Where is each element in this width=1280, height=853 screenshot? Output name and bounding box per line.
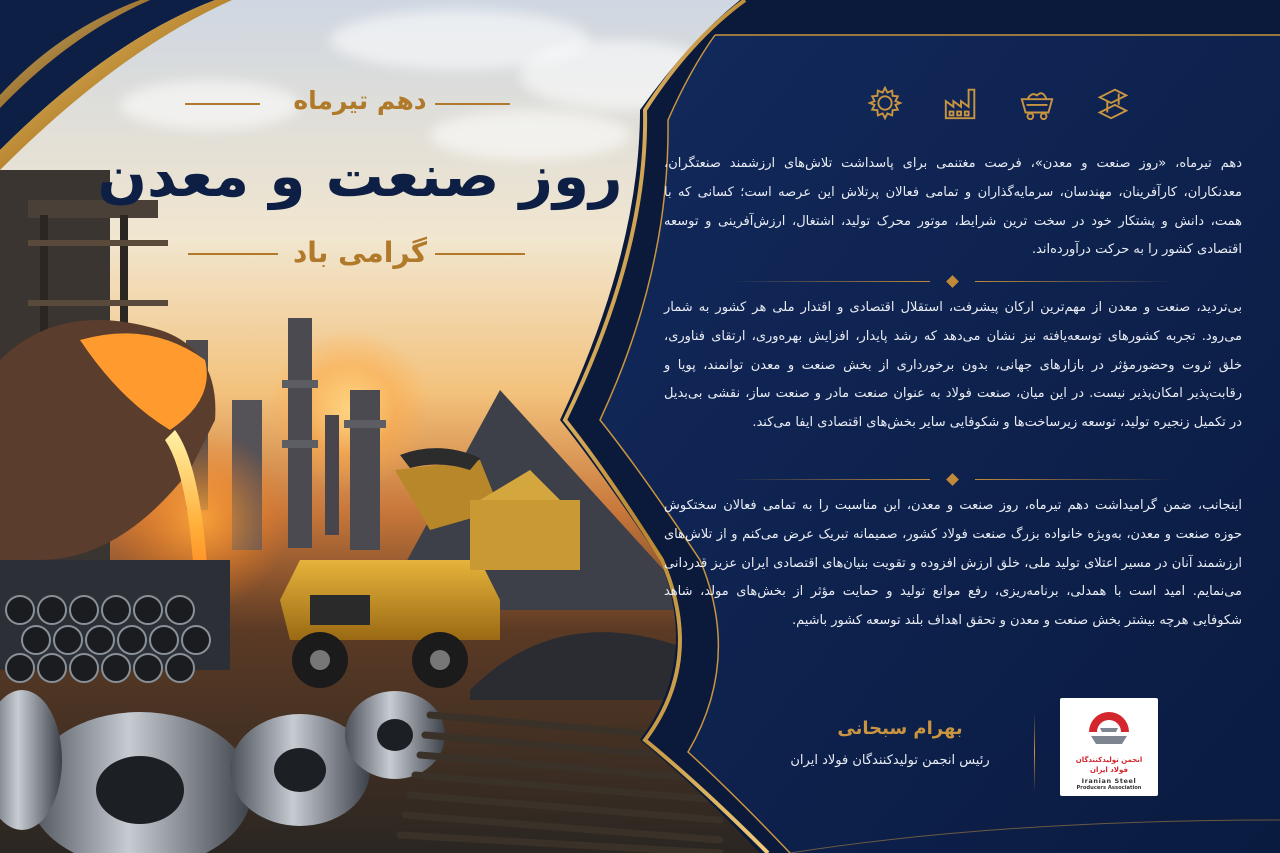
divider [730, 474, 1175, 486]
logo-text-en-1: Iranian Steel [1081, 777, 1137, 785]
steel-beam-icon [1094, 84, 1132, 122]
signature-block [760, 718, 1020, 768]
logo-text-fa-2: فولاد ایران [1090, 766, 1128, 774]
logo-text-fa-1: انجمن تولیدکنندگان [1075, 756, 1143, 764]
icon-row [860, 84, 1140, 124]
association-logo [1060, 698, 1158, 796]
signer-title: رئیس انجمن تولیدکنندگان فولاد ایران [790, 753, 990, 768]
divider [730, 276, 1175, 288]
paragraph-congratulation: اینجانب، ضمن گرامیداشت دهم تیرماه، روز صنعت و معدن، این مناسبت را به تمامی فعالان سختکوش حوزه صنعت و معدن، به‌ویژه خانواده بزرگ صنعت فولاد کشور، صمیمانه تبریک عرض می‌کنم و از تلاش‌های ارزشمند آنان در مسیر اعتلای تولید ملی، خلق ارزش افزوده و تقویت بنیان‌های اقتصادی ایران عزیز قدردانی می‌نمایم. امید است با همدلی، برنامه‌ریزی، رفع موانع تولید و حمایت مؤثر از بخش‌های مولد، شاهد شکوفایی هرچه بیشتر بخش صنعت و معدن و تحقق اهداف بلند توسعه کشور باشیم. [664, 498, 1242, 629]
signature-separator [1034, 712, 1035, 792]
greeting-heading: گرامی باد [292, 236, 428, 269]
mine-cart-icon [1018, 84, 1056, 122]
factory-icon [942, 84, 980, 122]
gear-icon [866, 84, 904, 122]
date-heading: دهم تیرماه [293, 86, 427, 115]
paragraph-intro: دهم تیرماه، «روز صنعت و معدن»، فرصت مغتنمی برای پاسداشت تلاش‌های ارزشمند صنعتگران، معدنکاران، کارآفرینان، مهندسان، سرمایه‌گذاران و تمامی فعالان پرتلاش این عرصه است؛ کسانی که با همت، دانش و پشتکار خود در سخت ترین شرایط، موتور محرک تولید، اشتغال، ارزش‌آفرینی و توسعه اقتصادی کشور را به حرکت درآورده‌اند. [664, 156, 1242, 258]
paragraph-importance: بی‌تردید، صنعت و معدن از مهم‌ترین ارکان پیشرفت، استقلال اقتصادی و اقتدار ملی هر کشور به شمار می‌رود. تجربه کشورهای توسعه‌یافته نیز نشان می‌دهد که رشد پایدار، افزایش بهره‌وری، ارتقای فناوری، خلق ثروت وحضورمؤثر در بازارهای جهانی، بدون برخورداری از بخش صنعت و معدن توانمند، پویا و رقابت‌پذیر امکان‌پذیر نیست. در این میان، صنعت فولاد به عنوان صنعت مادر و صنعت ساز، نقشی بی‌بدیل در تکمیل زنجیره تولید، توسعه زیرساخت‌ها و شکوفایی سایر بخش‌های اقتصادی ایفا می‌کند. [664, 300, 1242, 431]
logo-text-en-2: Producers Association [1076, 785, 1142, 791]
signer-name: بهرام سبحانی [837, 718, 963, 739]
main-title: روز صنعت و معدن [97, 142, 623, 210]
